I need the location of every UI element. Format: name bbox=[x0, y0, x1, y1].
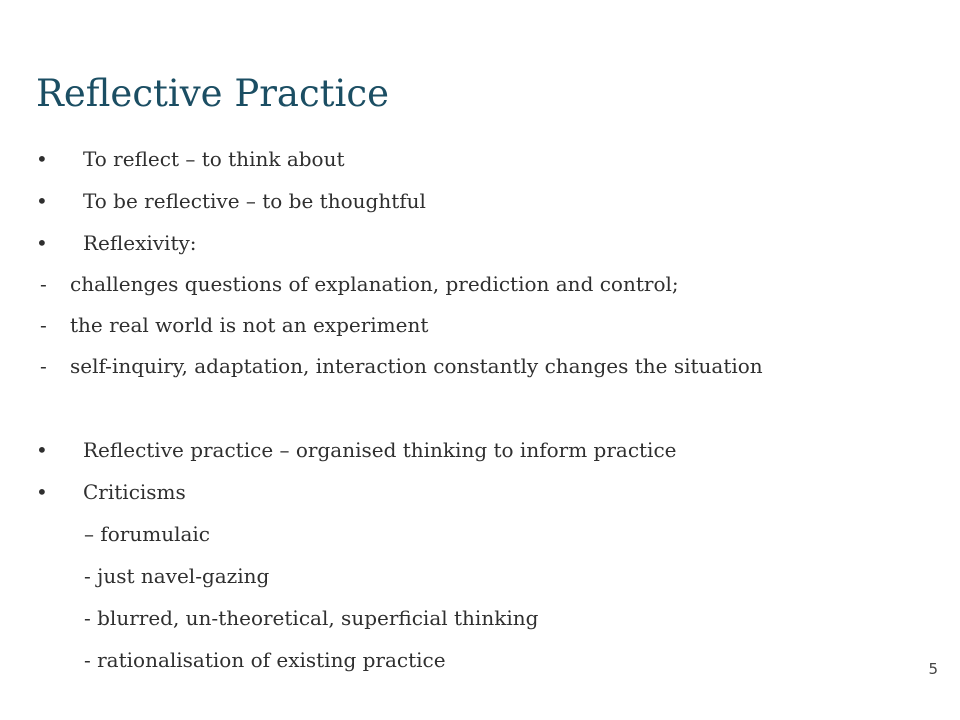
bullet-text: Reflexivity: bbox=[83, 231, 197, 255]
bullet-text: Criticisms bbox=[83, 480, 186, 504]
bullet-text: Reflective practice – organised thinking to inform practice bbox=[83, 438, 677, 462]
slide-title: Reflective Practice bbox=[36, 72, 389, 115]
dash-text: the real world is not an experiment bbox=[70, 313, 429, 337]
dash-text: self-inquiry, adaptation, interaction constantly changes the situation bbox=[70, 354, 763, 378]
bullet-marker: • bbox=[36, 480, 48, 504]
bullet-text: To reflect – to think about bbox=[83, 147, 345, 171]
dash-marker: - bbox=[40, 313, 47, 337]
bullet-text: To be reflective – to be thoughtful bbox=[83, 189, 426, 213]
criticism-item: - rationalisation of existing practice bbox=[84, 648, 446, 672]
bullet-marker: • bbox=[36, 147, 48, 171]
criticism-item: – forumulaic bbox=[84, 522, 211, 546]
dash-marker: - bbox=[40, 354, 47, 378]
page-number: 5 bbox=[928, 660, 938, 678]
dash-marker: - bbox=[40, 272, 47, 296]
dash-text: challenges questions of explanation, prediction and control; bbox=[70, 272, 679, 296]
criticism-item: - blurred, un-theoretical, superficial thinking bbox=[84, 606, 539, 630]
criticism-item: - just navel-gazing bbox=[84, 564, 270, 588]
bullet-marker: • bbox=[36, 231, 48, 255]
bullet-marker: • bbox=[36, 189, 48, 213]
bullet-marker: • bbox=[36, 438, 48, 462]
